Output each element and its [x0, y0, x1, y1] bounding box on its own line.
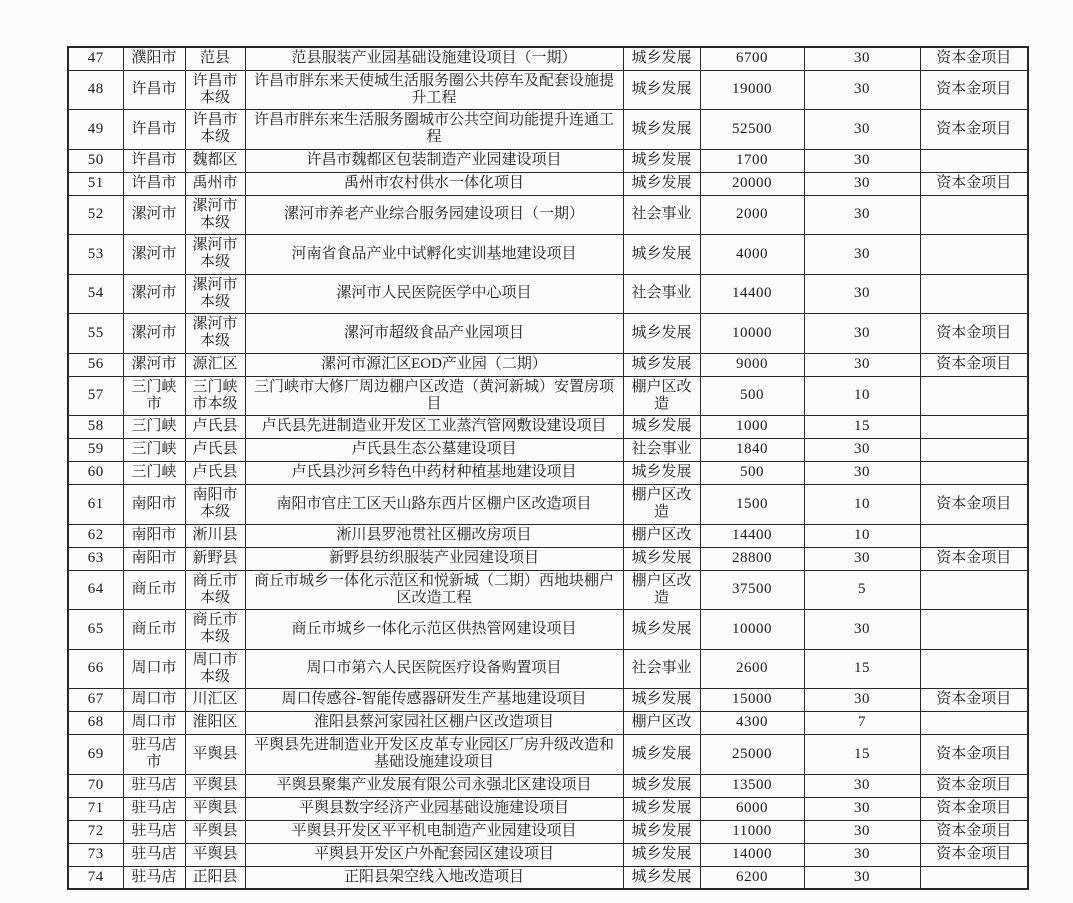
cell-row-number: 58: [68, 416, 123, 439]
cell-row-number: 64: [68, 570, 123, 610]
cell-note: 资本金项目: [920, 47, 1028, 70]
cell-row-number: 62: [68, 524, 123, 547]
cell-city: 许昌市: [123, 110, 185, 150]
cell-project-name: 平舆县开发区户外配套园区建设项目: [245, 843, 623, 866]
cell-city: 濮阳市: [123, 47, 185, 70]
cell-city: 商丘市: [123, 570, 185, 610]
cell-note: 资本金项目: [920, 843, 1028, 866]
cell-amount: 6700: [700, 47, 804, 70]
cell-category: 城乡发展: [623, 797, 700, 820]
cell-project-name: 周口市第六人民医院医疗设备购置项目: [245, 649, 623, 689]
cell-project-name: 商丘市城乡一体化示范区供热管网建设项目: [245, 610, 623, 650]
cell-note: 资本金项目: [920, 820, 1028, 843]
cell-term: 15: [804, 416, 920, 439]
cell-row-number: 52: [68, 195, 123, 235]
cell-amount: 15000: [700, 689, 804, 712]
cell-district: 南阳市本级: [185, 485, 245, 525]
cell-amount: 1000: [700, 416, 804, 439]
table-row: [68, 735, 1028, 775]
table-row: [68, 774, 1028, 797]
table-row: [68, 314, 1028, 354]
cell-term: 30: [804, 843, 920, 866]
cell-project-name: 卢氏县先进制造业开发区工业蒸汽管网敷设建设项目: [245, 416, 623, 439]
cell-city: 许昌市: [123, 149, 185, 172]
cell-term: 30: [804, 610, 920, 650]
cell-category: 城乡发展: [623, 149, 700, 172]
table-row: [68, 195, 1028, 235]
cell-term: 10: [804, 524, 920, 547]
cell-project-name: 卢氏县生态公墓建设项目: [245, 439, 623, 462]
table-row: [68, 416, 1028, 439]
cell-district: 商丘市本级: [185, 570, 245, 610]
cell-note: [920, 195, 1028, 235]
cell-row-number: 67: [68, 689, 123, 712]
cell-project-name: 平舆县先进制造业开发区皮革专业园区厂房升级改造和基础设施建设项目: [245, 735, 623, 775]
cell-district: 淅川县: [185, 524, 245, 547]
cell-note: [920, 274, 1028, 314]
cell-project-name: 平舆县数字经济产业园基础设施建设项目: [245, 797, 623, 820]
cell-district: 卢氏县: [185, 462, 245, 485]
cell-category: 棚户区改造: [623, 376, 700, 416]
cell-note: [920, 462, 1028, 485]
cell-category: 城乡发展: [623, 235, 700, 275]
cell-row-number: 50: [68, 149, 123, 172]
table-row: [68, 524, 1028, 547]
cell-row-number: 63: [68, 547, 123, 570]
cell-term: 30: [804, 314, 920, 354]
cell-project-name: 漯河市超级食品产业园项目: [245, 314, 623, 354]
cell-category: 城乡发展: [623, 820, 700, 843]
cell-category: 社会事业: [623, 649, 700, 689]
cell-city: 驻马店市: [123, 735, 185, 775]
cell-district: 禹州市: [185, 172, 245, 195]
cell-city: 漯河市: [123, 235, 185, 275]
cell-project-name: 许昌市胖东来天使城生活服务圈公共停车及配套设施提升工程: [245, 70, 623, 110]
cell-category: 城乡发展: [623, 774, 700, 797]
cell-row-number: 51: [68, 172, 123, 195]
cell-category: 社会事业: [623, 195, 700, 235]
cell-project-name: 商丘市城乡一体化示范区和悦新城（二期）西地块棚户区改造工程: [245, 570, 623, 610]
cell-note: 资本金项目: [920, 314, 1028, 354]
cell-note: [920, 149, 1028, 172]
cell-term: 30: [804, 172, 920, 195]
cell-note: 资本金项目: [920, 353, 1028, 376]
cell-project-name: 新野县纺织服装产业园建设项目: [245, 547, 623, 570]
cell-row-number: 48: [68, 70, 123, 110]
table-row: [68, 485, 1028, 525]
cell-amount: 6200: [700, 866, 804, 889]
cell-city: 驻马店: [123, 774, 185, 797]
cell-note: 资本金项目: [920, 547, 1028, 570]
cell-district: 漯河市本级: [185, 314, 245, 354]
cell-row-number: 74: [68, 866, 123, 889]
cell-term: 7: [804, 712, 920, 735]
cell-city: 漯河市: [123, 353, 185, 376]
cell-amount: 14400: [700, 524, 804, 547]
cell-row-number: 70: [68, 774, 123, 797]
cell-amount: 2000: [700, 195, 804, 235]
cell-project-name: 平舆县聚集产业发展有限公司永强北区建设项目: [245, 774, 623, 797]
cell-district: 魏都区: [185, 149, 245, 172]
cell-note: 资本金项目: [920, 70, 1028, 110]
cell-district: 平舆县: [185, 774, 245, 797]
cell-category: 棚户区改: [623, 712, 700, 735]
table-row: [68, 649, 1028, 689]
cell-amount: 2600: [700, 649, 804, 689]
cell-note: 资本金项目: [920, 172, 1028, 195]
cell-amount: 1700: [700, 149, 804, 172]
cell-city: 三门峡: [123, 416, 185, 439]
table-row: [68, 172, 1028, 195]
cell-city: 商丘市: [123, 610, 185, 650]
cell-project-name: 三门峡市大修厂周边棚户区改造（黄河新城）安置房项目: [245, 376, 623, 416]
cell-term: 30: [804, 439, 920, 462]
cell-amount: 37500: [700, 570, 804, 610]
cell-term: 15: [804, 735, 920, 775]
cell-project-name: 卢氏县沙河乡特色中药材种植基地建设项目: [245, 462, 623, 485]
cell-note: 资本金项目: [920, 797, 1028, 820]
cell-project-name: 南阳市官庄工区天山路东西片区棚户区改造项目: [245, 485, 623, 525]
cell-district: 卢氏县: [185, 439, 245, 462]
cell-district: 许昌市本级: [185, 70, 245, 110]
cell-city: 驻马店: [123, 843, 185, 866]
cell-term: 30: [804, 70, 920, 110]
cell-row-number: 53: [68, 235, 123, 275]
cell-project-name: 正阳县架空线入地改造项目: [245, 866, 623, 889]
cell-row-number: 49: [68, 110, 123, 150]
cell-amount: 4300: [700, 712, 804, 735]
cell-note: [920, 866, 1028, 889]
cell-row-number: 54: [68, 274, 123, 314]
table-row: [68, 462, 1028, 485]
cell-term: 5: [804, 570, 920, 610]
cell-category: 城乡发展: [623, 735, 700, 775]
cell-row-number: 69: [68, 735, 123, 775]
cell-project-name: 漯河市源汇区EOD产业园（二期）: [245, 353, 623, 376]
cell-district: 正阳县: [185, 866, 245, 889]
cell-term: 30: [804, 47, 920, 70]
table-row: [68, 712, 1028, 735]
cell-term: 30: [804, 547, 920, 570]
cell-district: 范县: [185, 47, 245, 70]
cell-city: 驻马店: [123, 820, 185, 843]
cell-term: 30: [804, 195, 920, 235]
table-row: [68, 353, 1028, 376]
cell-term: 30: [804, 235, 920, 275]
cell-category: 城乡发展: [623, 47, 700, 70]
cell-project-name: 周口传感谷-智能传感器研发生产基地建设项目: [245, 689, 623, 712]
table-row: [68, 149, 1028, 172]
cell-district: 平舆县: [185, 843, 245, 866]
cell-amount: 6000: [700, 797, 804, 820]
cell-amount: 14400: [700, 274, 804, 314]
cell-district: 许昌市本级: [185, 110, 245, 150]
cell-city: 周口市: [123, 712, 185, 735]
cell-row-number: 57: [68, 376, 123, 416]
cell-row-number: 55: [68, 314, 123, 354]
table-row: [68, 235, 1028, 275]
cell-project-name: 许昌市胖东来生活服务圈城市公共空间功能提升连通工程: [245, 110, 623, 150]
cell-category: 城乡发展: [623, 866, 700, 889]
table-row: [68, 70, 1028, 110]
cell-category: 城乡发展: [623, 172, 700, 195]
cell-city: 漯河市: [123, 274, 185, 314]
cell-amount: 9000: [700, 353, 804, 376]
cell-district: 周口市本级: [185, 649, 245, 689]
cell-row-number: 56: [68, 353, 123, 376]
cell-note: [920, 712, 1028, 735]
cell-amount: 52500: [700, 110, 804, 150]
cell-amount: 10000: [700, 610, 804, 650]
cell-note: [920, 376, 1028, 416]
table-row: [68, 547, 1028, 570]
cell-term: 10: [804, 485, 920, 525]
cell-city: 周口市: [123, 689, 185, 712]
cell-project-name: 淮阳县蔡河家园社区棚户区改造项目: [245, 712, 623, 735]
cell-amount: 25000: [700, 735, 804, 775]
cell-note: [920, 610, 1028, 650]
cell-category: 城乡发展: [623, 843, 700, 866]
cell-note: 资本金项目: [920, 110, 1028, 150]
cell-project-name: 平舆县开发区平平机电制造产业园建设项目: [245, 820, 623, 843]
cell-term: 30: [804, 149, 920, 172]
cell-term: 30: [804, 462, 920, 485]
cell-project-name: 禹州市农村供水一体化项目: [245, 172, 623, 195]
cell-city: 漯河市: [123, 314, 185, 354]
cell-city: 漯河市: [123, 195, 185, 235]
cell-amount: 19000: [700, 70, 804, 110]
cell-note: [920, 649, 1028, 689]
cell-district: 漯河市本级: [185, 195, 245, 235]
cell-amount: 14000: [700, 843, 804, 866]
cell-category: 城乡发展: [623, 353, 700, 376]
cell-district: 平舆县: [185, 735, 245, 775]
cell-row-number: 66: [68, 649, 123, 689]
cell-category: 城乡发展: [623, 462, 700, 485]
table-row: [68, 866, 1028, 889]
table-row: [68, 843, 1028, 866]
cell-category: 社会事业: [623, 439, 700, 462]
cell-note: [920, 570, 1028, 610]
cell-amount: 28800: [700, 547, 804, 570]
cell-amount: 500: [700, 462, 804, 485]
cell-note: 资本金项目: [920, 485, 1028, 525]
cell-note: 资本金项目: [920, 689, 1028, 712]
cell-city: 驻马店: [123, 866, 185, 889]
cell-category: 棚户区改造: [623, 570, 700, 610]
cell-term: 10: [804, 376, 920, 416]
cell-district: 漯河市本级: [185, 235, 245, 275]
cell-district: 新野县: [185, 547, 245, 570]
cell-term: 30: [804, 797, 920, 820]
table-row: [68, 820, 1028, 843]
cell-row-number: 60: [68, 462, 123, 485]
cell-note: 资本金项目: [920, 735, 1028, 775]
cell-category: 城乡发展: [623, 416, 700, 439]
cell-city: 南阳市: [123, 524, 185, 547]
cell-category: 城乡发展: [623, 314, 700, 354]
cell-term: 30: [804, 110, 920, 150]
cell-row-number: 71: [68, 797, 123, 820]
table-row: [68, 376, 1028, 416]
cell-district: 平舆县: [185, 797, 245, 820]
cell-row-number: 68: [68, 712, 123, 735]
cell-term: 15: [804, 649, 920, 689]
cell-project-name: 漯河市养老产业综合服务园建设项目（一期）: [245, 195, 623, 235]
cell-amount: 500: [700, 376, 804, 416]
cell-category: 棚户区改造: [623, 485, 700, 525]
cell-city: 许昌市: [123, 70, 185, 110]
cell-district: 漯河市本级: [185, 274, 245, 314]
cell-district: 淮阳区: [185, 712, 245, 735]
cell-term: 30: [804, 353, 920, 376]
cell-amount: 13500: [700, 774, 804, 797]
cell-amount: 4000: [700, 235, 804, 275]
cell-amount: 1840: [700, 439, 804, 462]
cell-project-name: 范县服装产业园基础设施建设项目（一期）: [245, 47, 623, 70]
cell-row-number: 61: [68, 485, 123, 525]
cell-city: 周口市: [123, 649, 185, 689]
cell-district: 卢氏县: [185, 416, 245, 439]
table-row: [68, 274, 1028, 314]
cell-term: 30: [804, 820, 920, 843]
cell-row-number: 72: [68, 820, 123, 843]
cell-city: 许昌市: [123, 172, 185, 195]
cell-city: 三门峡市: [123, 376, 185, 416]
table-row: [68, 797, 1028, 820]
cell-project-name: 许昌市魏都区包装制造产业园建设项目: [245, 149, 623, 172]
cell-district: 源汇区: [185, 353, 245, 376]
cell-term: 30: [804, 866, 920, 889]
cell-term: 30: [804, 274, 920, 314]
cell-row-number: 47: [68, 47, 123, 70]
table-row: [68, 610, 1028, 650]
cell-note: [920, 416, 1028, 439]
cell-note: 资本金项目: [920, 774, 1028, 797]
cell-category: 城乡发展: [623, 70, 700, 110]
cell-row-number: 59: [68, 439, 123, 462]
cell-city: 三门峡: [123, 462, 185, 485]
cell-amount: 11000: [700, 820, 804, 843]
table-body: [68, 47, 1028, 889]
cell-district: 商丘市本级: [185, 610, 245, 650]
cell-district: 平舆县: [185, 820, 245, 843]
cell-row-number: 73: [68, 843, 123, 866]
cell-category: 城乡发展: [623, 110, 700, 150]
cell-category: 城乡发展: [623, 547, 700, 570]
cell-project-name: 漯河市人民医院医学中心项目: [245, 274, 623, 314]
cell-note: [920, 524, 1028, 547]
project-list-table: [67, 46, 1029, 890]
cell-district: 川汇区: [185, 689, 245, 712]
cell-note: [920, 235, 1028, 275]
table-row: [68, 47, 1028, 70]
cell-city: 南阳市: [123, 547, 185, 570]
cell-city: 驻马店: [123, 797, 185, 820]
cell-city: 三门峡: [123, 439, 185, 462]
cell-category: 社会事业: [623, 274, 700, 314]
cell-project-name: 河南省食品产业中试孵化实训基地建设项目: [245, 235, 623, 275]
table-row: [68, 570, 1028, 610]
cell-category: 城乡发展: [623, 610, 700, 650]
table-row: [68, 110, 1028, 150]
cell-category: 城乡发展: [623, 689, 700, 712]
table-row: [68, 689, 1028, 712]
cell-amount: 1500: [700, 485, 804, 525]
cell-category: 棚户区改: [623, 524, 700, 547]
table-row: [68, 439, 1028, 462]
cell-district: 三门峡市本级: [185, 376, 245, 416]
cell-project-name: 淅川县罗池贯社区棚改房项目: [245, 524, 623, 547]
cell-note: [920, 439, 1028, 462]
cell-amount: 10000: [700, 314, 804, 354]
cell-term: 30: [804, 774, 920, 797]
cell-row-number: 65: [68, 610, 123, 650]
cell-amount: 20000: [700, 172, 804, 195]
cell-city: 南阳市: [123, 485, 185, 525]
cell-term: 30: [804, 689, 920, 712]
